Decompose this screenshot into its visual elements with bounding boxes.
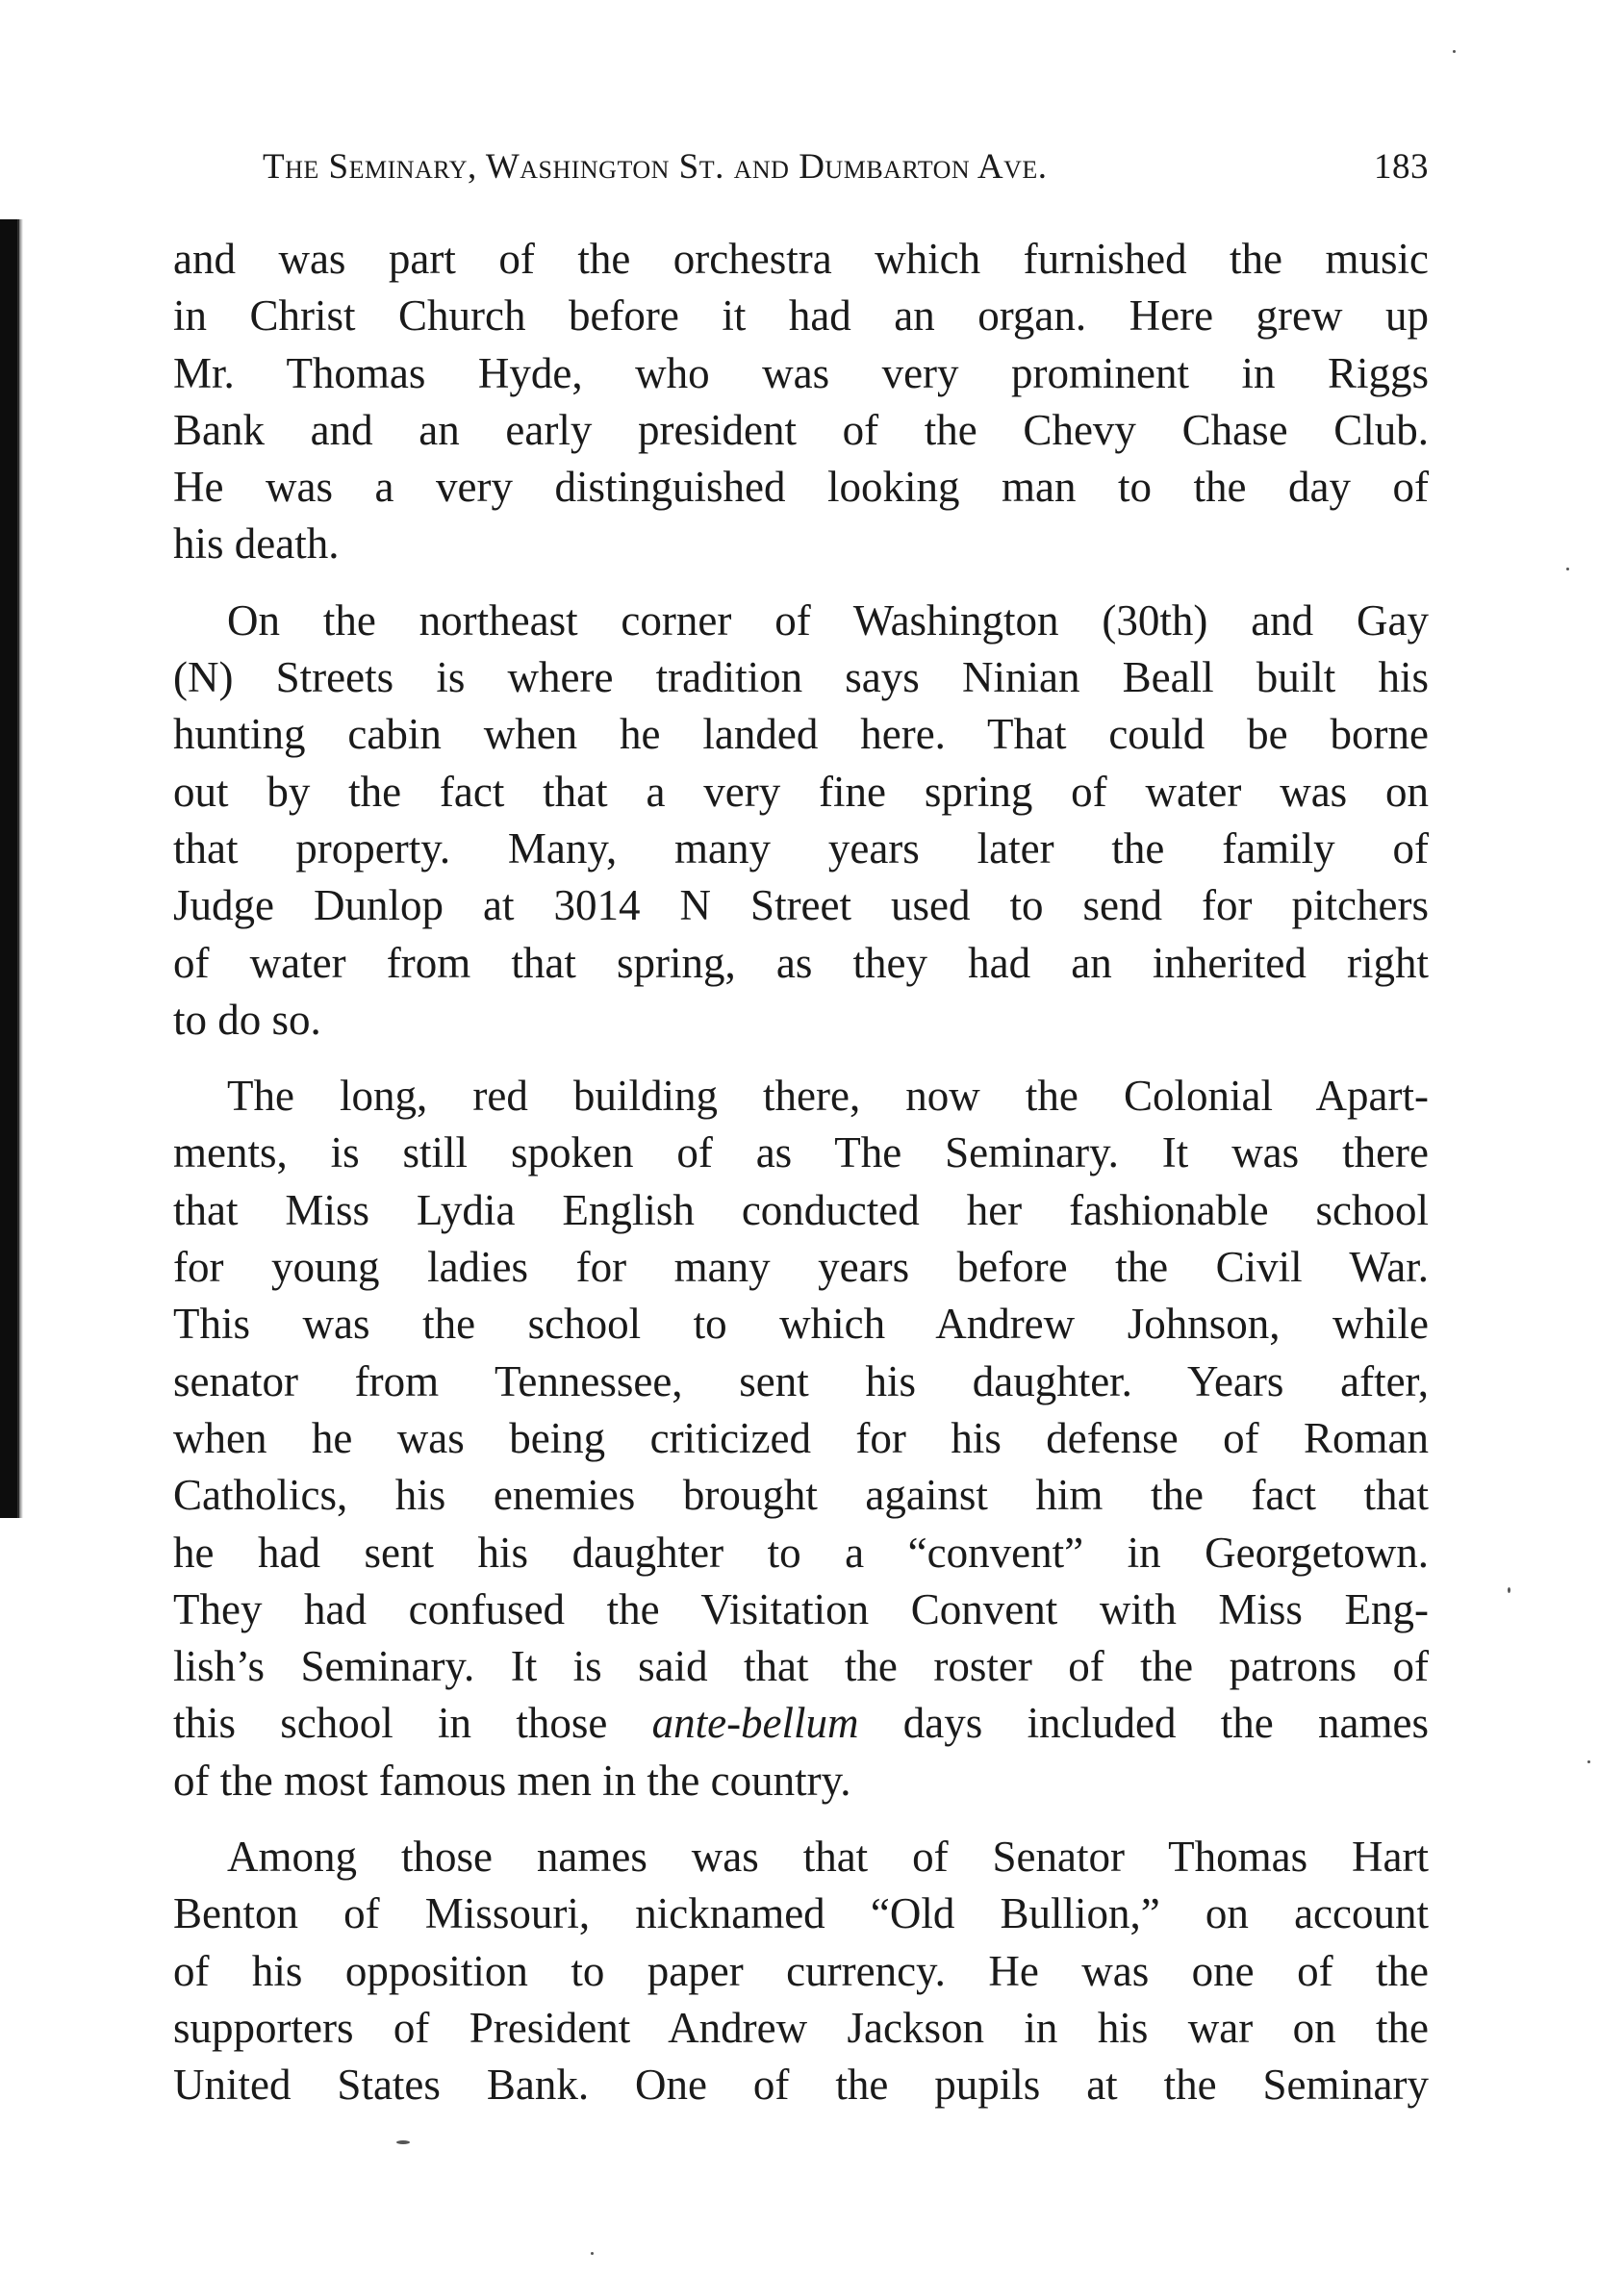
text-line: to do so. (173, 995, 321, 1044)
scan-speck (1566, 568, 1569, 570)
text-line: when he was being criticized for his defense of Roman (173, 1413, 1429, 1462)
scan-speck (396, 2140, 410, 2144)
scan-speck (1508, 1587, 1510, 1593)
text-line-with-italic (173, 1695, 1429, 1752)
text-line: of the most famous men in the country. (173, 1756, 851, 1805)
text-line: The long, red building there, now the Colonial Apart- (227, 1072, 1429, 1121)
text-line: supporters of President Andrew Jackson in his war on the (173, 2003, 1429, 2052)
scan-speck (1587, 1760, 1590, 1763)
page-number: 183 (1374, 147, 1429, 187)
text-line: This was the school to which Andrew Johnson, while (173, 1300, 1429, 1349)
header-title: The Seminary, Washington St. and Dumbarton Ave. (263, 147, 1048, 187)
text-line: hunting cabin when he landed here. That could be borne (173, 710, 1429, 759)
text-line: lish’s Seminary. It is said that the roster of the patrons of (173, 1642, 1429, 1691)
text-fragment: this school in those (173, 1699, 652, 1748)
text-line: in Christ Church before it had an organ. Here grew up (173, 291, 1429, 341)
text-line: Among those names was that of Senator Thomas Hart (227, 1833, 1429, 1882)
paragraph-4 (173, 1829, 1429, 2113)
paragraph-1 (173, 231, 1429, 573)
text-line: Judge Dunlop at 3014 N Street used to send for pitchers (173, 881, 1429, 930)
text-line: ments, is still spoken of as The Seminary. It was there (173, 1128, 1429, 1177)
text-line: On the northeast corner of Washington (30th) and Gay (227, 595, 1429, 645)
scan-speck (591, 2252, 594, 2255)
binding-edge (0, 219, 19, 1518)
text-line: that property. Many, many years later the family of (173, 823, 1429, 873)
text-line: of his opposition to paper currency. He was one of the (173, 1946, 1429, 1995)
running-header (263, 146, 1429, 194)
scan-speck (1453, 50, 1456, 53)
text-line: They had confused the Visitation Convent with Miss Eng- (173, 1584, 1429, 1633)
text-line: and was part of the orchestra which furnished the music (173, 235, 1429, 283)
text-line: He was a very distinguished looking man to the day of (173, 463, 1429, 512)
text-line: senator from Tennessee, sent his daughter. Years after, (173, 1356, 1429, 1405)
text-line: Catholics, his enemies brought against him the fact that (173, 1471, 1429, 1520)
text-line: his death. (173, 519, 340, 569)
text-line: Benton of Missouri, nicknamed “Old Bullion,” on account (173, 1889, 1429, 1938)
text-line: United States Bank. One of the pupils at the Seminary (173, 2061, 1429, 2110)
paragraph-3 (173, 1068, 1429, 1809)
text-line: Bank and an early president of the Chevy Chase Club. (173, 405, 1429, 454)
text-fragment: days included the names (858, 1699, 1429, 1748)
italic-phrase: ante-bellum (651, 1699, 859, 1748)
text-line: for young ladies for many years before the Civil War. (173, 1243, 1429, 1292)
text-line: Mr. Thomas Hyde, who was very prominent in Riggs (173, 348, 1429, 397)
text-line: of water from that spring, as they had an inherited right (173, 938, 1429, 987)
text-line: he had sent his daughter to a “convent” in Georgetown. (173, 1528, 1429, 1577)
body-text (173, 231, 1429, 2134)
text-line: out by the fact that a very fine spring of water was on (173, 767, 1429, 816)
text-line: that Miss Lydia English conducted her fashionable school (173, 1185, 1429, 1234)
paragraph-2 (173, 593, 1429, 1049)
text-line: (N) Streets is where tradition says Ninian Beall built his (173, 653, 1429, 702)
